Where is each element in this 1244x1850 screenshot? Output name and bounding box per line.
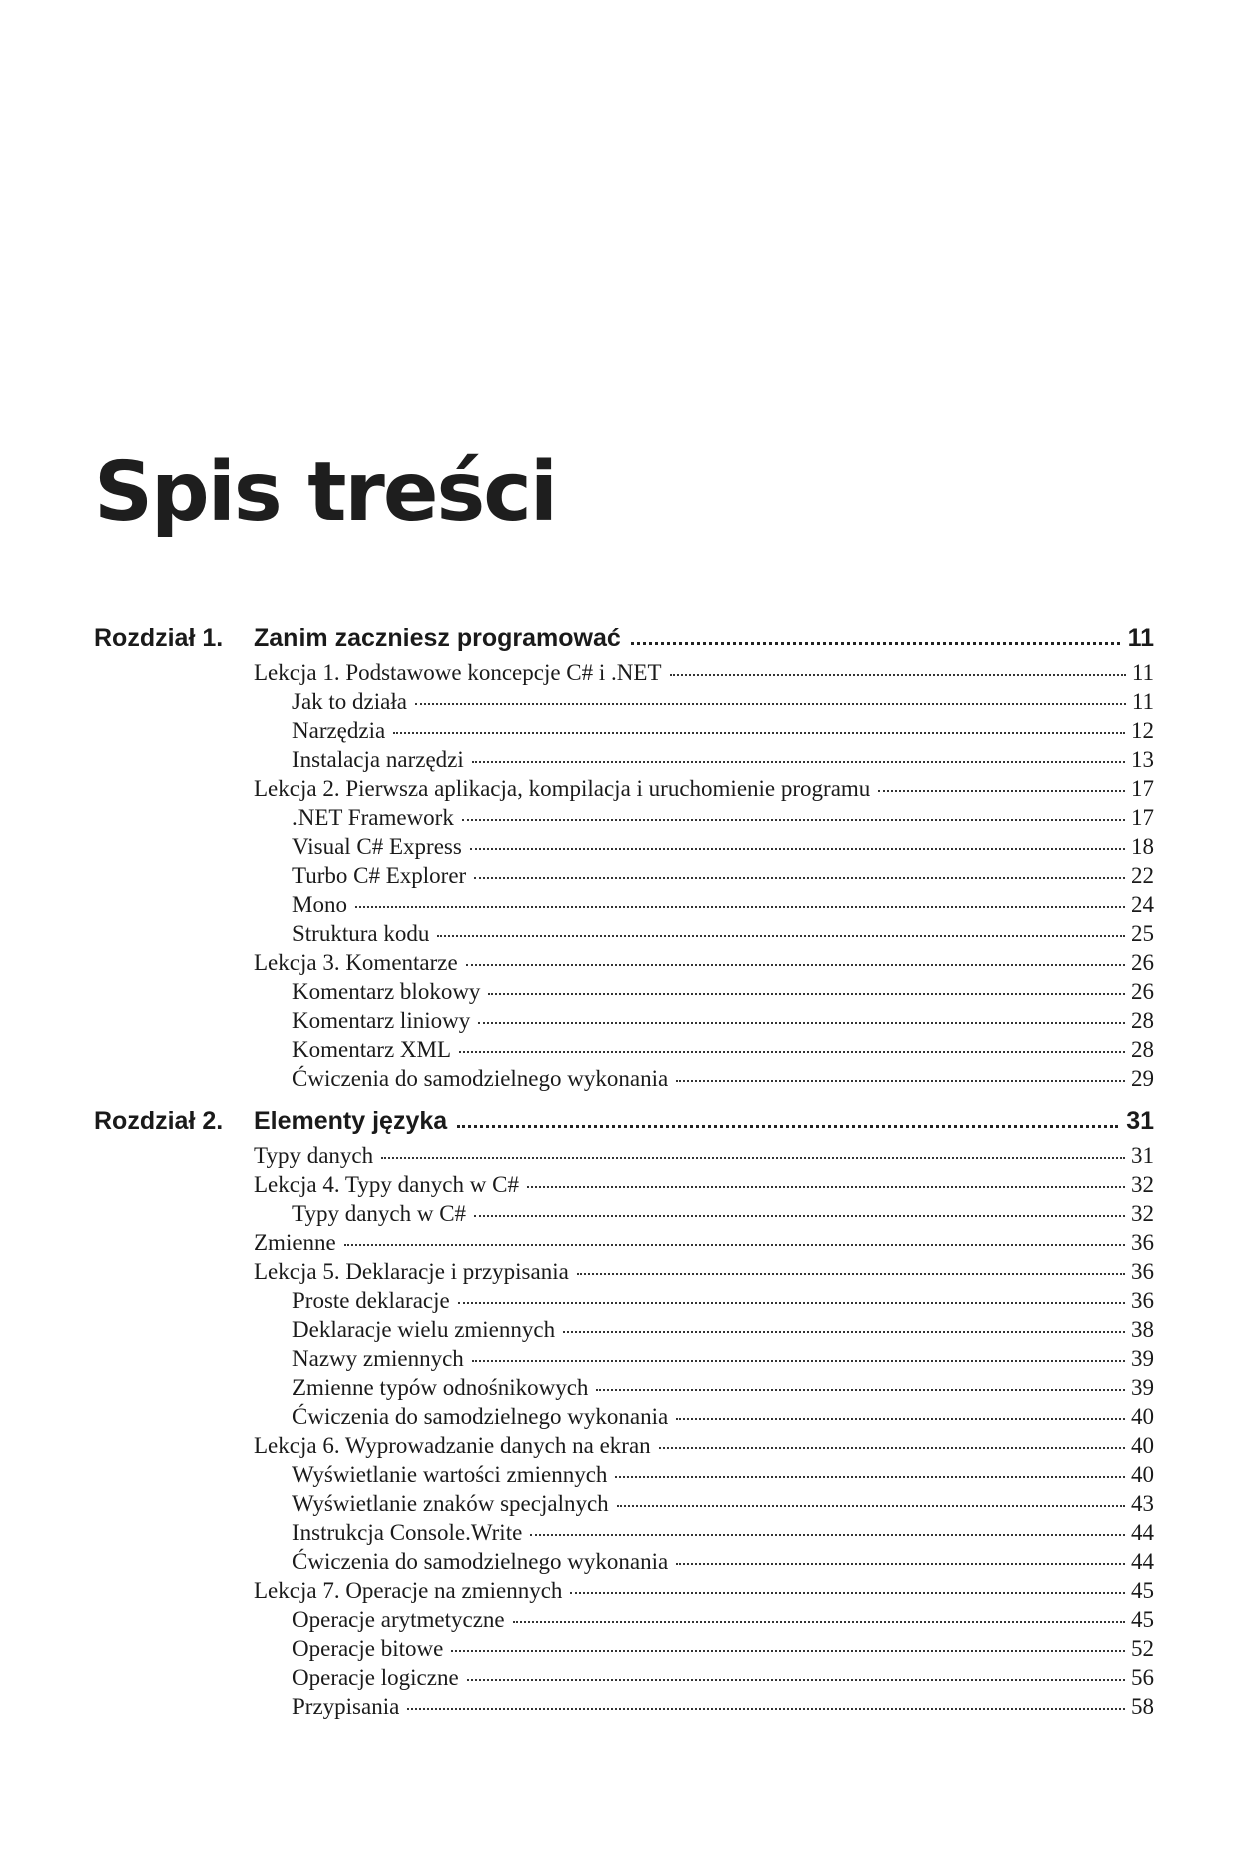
toc-entry-subsection[interactable]	[94, 979, 1154, 1008]
chapter-heading[interactable]	[94, 624, 1154, 660]
toc-entry-subsection[interactable]	[94, 805, 1154, 834]
dot-leader	[393, 732, 1125, 734]
dot-leader	[878, 790, 1125, 792]
entry-page-number: 45	[1131, 1607, 1154, 1632]
toc-entry-section[interactable]	[94, 1433, 1154, 1462]
dot-leader	[617, 1505, 1125, 1507]
toc-entry-subsection[interactable]	[94, 1317, 1154, 1346]
entry-title: Visual C# Express	[292, 834, 462, 859]
entry-title: Instrukcja Console.Write	[292, 1520, 523, 1545]
dot-leader	[676, 1080, 1125, 1082]
dot-leader	[381, 1157, 1125, 1159]
entry-page-number: 36	[1131, 1288, 1154, 1313]
dot-leader	[530, 1534, 1125, 1536]
entry-page-number: 52	[1131, 1636, 1154, 1661]
entry-title: Ćwiczenia do samodzielnego wykonania	[292, 1066, 669, 1091]
entry-title: Nazwy zmiennych	[292, 1346, 464, 1371]
entry-page-number: 39	[1131, 1375, 1154, 1400]
dot-leader	[344, 1244, 1125, 1246]
toc-entry-subsection[interactable]	[94, 1665, 1154, 1694]
chapter-page-number: 11	[1127, 624, 1154, 652]
dot-leader	[577, 1273, 1125, 1275]
entry-page-number: 28	[1131, 1037, 1154, 1062]
toc-entry-section[interactable]	[94, 1578, 1154, 1607]
dot-leader	[458, 1302, 1125, 1304]
dot-leader	[570, 1592, 1125, 1594]
entry-page-number: 22	[1131, 863, 1154, 888]
entry-title: Ćwiczenia do samodzielnego wykonania	[292, 1549, 669, 1574]
toc-entry-subsection[interactable]	[94, 1694, 1154, 1723]
toc-entry-subsection[interactable]	[94, 863, 1154, 892]
toc-entry-section[interactable]	[94, 1172, 1154, 1201]
entry-page-number: 32	[1131, 1201, 1154, 1226]
entry-title: Typy danych w C#	[292, 1201, 467, 1226]
toc-entry-subsection[interactable]	[94, 1491, 1154, 1520]
entry-title: Wyświetlanie wartości zmiennych	[292, 1462, 608, 1487]
chapter-page-number: 31	[1126, 1107, 1154, 1135]
toc-entry-section[interactable]	[94, 1230, 1154, 1259]
chapter-heading[interactable]	[94, 1107, 1154, 1143]
entry-page-number: 44	[1131, 1549, 1154, 1574]
entry-page-number: 29	[1131, 1066, 1154, 1091]
entry-page-number: 28	[1131, 1008, 1154, 1033]
entry-title: Operacje arytmetyczne	[292, 1607, 505, 1632]
entry-page-number: 39	[1131, 1346, 1154, 1371]
toc-chapter	[94, 624, 1154, 1095]
entry-title: Lekcja 2. Pierwsza aplikacja, kompilacja i uruchomienie programu	[254, 776, 871, 801]
entry-title: Proste deklaracje	[292, 1288, 450, 1313]
entry-page-number: 24	[1131, 892, 1154, 917]
dot-leader	[615, 1476, 1125, 1478]
toc-entry-subsection[interactable]	[94, 892, 1154, 921]
page-title: Spis treści	[94, 445, 556, 540]
toc-entry-section[interactable]	[94, 950, 1154, 979]
entry-page-number: 38	[1131, 1317, 1154, 1342]
entry-page-number: 26	[1131, 950, 1154, 975]
toc-entry-subsection[interactable]	[94, 1462, 1154, 1491]
entry-title: Ćwiczenia do samodzielnego wykonania	[292, 1404, 669, 1429]
entry-title: Lekcja 5. Deklaracje i przypisania	[254, 1259, 569, 1284]
chapter-label: Rozdział 2.	[94, 1107, 224, 1135]
toc-entry-subsection[interactable]	[94, 1636, 1154, 1665]
toc-chapter	[94, 1107, 1154, 1723]
toc-entry-subsection[interactable]	[94, 1037, 1154, 1066]
entry-page-number: 13	[1131, 747, 1154, 772]
dot-leader	[676, 1418, 1125, 1420]
entry-page-number: 45	[1131, 1578, 1154, 1603]
toc-entry-subsection[interactable]	[94, 834, 1154, 863]
entry-title: Turbo C# Explorer	[292, 863, 467, 888]
dot-leader	[462, 819, 1125, 821]
dot-leader	[459, 1051, 1125, 1053]
table-of-contents	[94, 624, 1154, 1735]
entry-page-number: 36	[1131, 1259, 1154, 1284]
dot-leader	[415, 703, 1126, 705]
dot-leader	[474, 877, 1125, 879]
entry-title: Komentarz XML	[292, 1037, 452, 1062]
chapter-title: Zanim zaczniesz programować	[254, 624, 621, 652]
dot-leader	[437, 935, 1125, 937]
entry-title: Lekcja 1. Podstawowe koncepcje C# i .NET	[254, 660, 662, 685]
entry-page-number: 58	[1131, 1694, 1154, 1719]
entry-title: Lekcja 3. Komentarze	[254, 950, 458, 975]
entry-page-number: 25	[1131, 921, 1154, 946]
toc-entry-subsection[interactable]	[94, 921, 1154, 950]
dot-leader	[631, 642, 1120, 645]
entry-page-number: 31	[1131, 1143, 1154, 1168]
entry-page-number: 40	[1131, 1462, 1154, 1487]
entry-page-number: 56	[1131, 1665, 1154, 1690]
toc-entry-subsection[interactable]	[94, 747, 1154, 776]
entry-title: Lekcja 6. Wyprowadzanie danych na ekran	[254, 1433, 651, 1458]
dot-leader	[466, 964, 1125, 966]
entry-title: Operacje bitowe	[292, 1636, 444, 1661]
entry-title: Lekcja 7. Operacje na zmiennych	[254, 1578, 563, 1603]
entry-title: Zmienne typów odnośnikowych	[292, 1375, 589, 1400]
chapter-title: Elementy języka	[254, 1107, 448, 1135]
entry-title: Lekcja 4. Typy danych w C#	[254, 1172, 519, 1197]
toc-entry-subsection[interactable]	[94, 689, 1154, 718]
entry-title: Operacje logiczne	[292, 1665, 459, 1690]
toc-entry-subsection[interactable]	[94, 1201, 1154, 1230]
dot-leader	[670, 674, 1126, 676]
entry-title: Wyświetlanie znaków specjalnych	[292, 1491, 609, 1516]
entry-title: Deklaracje wielu zmiennych	[292, 1317, 556, 1342]
entry-page-number: 17	[1131, 805, 1154, 830]
dot-leader	[527, 1186, 1125, 1188]
toc-entry-subsection[interactable]	[94, 1520, 1154, 1549]
entry-title: Struktura kodu	[292, 921, 430, 946]
entry-title: Instalacja narzędzi	[292, 747, 464, 772]
entry-title: Przypisania	[292, 1694, 400, 1719]
toc-entry-section[interactable]	[94, 660, 1154, 689]
dot-leader	[407, 1708, 1125, 1710]
toc-entry-subsection[interactable]	[94, 1066, 1154, 1095]
chapter-label: Rozdział 1.	[94, 624, 224, 652]
dot-leader	[676, 1563, 1125, 1565]
toc-entry-section[interactable]	[94, 1259, 1154, 1288]
dot-leader	[488, 993, 1125, 995]
entry-title: Typy danych	[254, 1143, 374, 1168]
dot-leader	[563, 1331, 1125, 1333]
dot-leader	[470, 848, 1125, 850]
entry-title: Mono	[292, 892, 347, 917]
entry-title: Narzędzia	[292, 718, 386, 743]
entry-page-number: 26	[1131, 979, 1154, 1004]
dot-leader	[457, 1125, 1118, 1128]
entry-page-number: 11	[1131, 660, 1154, 685]
toc-entry-subsection[interactable]	[94, 718, 1154, 747]
toc-entry-section[interactable]	[94, 1143, 1154, 1172]
dot-leader	[451, 1650, 1125, 1652]
dot-leader	[513, 1621, 1125, 1623]
entry-title: Zmienne	[254, 1230, 336, 1255]
entry-page-number: 36	[1131, 1230, 1154, 1255]
entry-title: Komentarz blokowy	[292, 979, 481, 1004]
toc-entry-subsection[interactable]	[94, 1008, 1154, 1037]
dot-leader	[467, 1679, 1125, 1681]
dot-leader	[355, 906, 1125, 908]
toc-entry-subsection[interactable]	[94, 1288, 1154, 1317]
toc-entry-subsection[interactable]	[94, 1607, 1154, 1636]
toc-entry-subsection[interactable]	[94, 1375, 1154, 1404]
entry-page-number: 17	[1131, 776, 1154, 801]
entry-page-number: 12	[1131, 718, 1154, 743]
dot-leader	[472, 761, 1125, 763]
entry-page-number: 40	[1131, 1433, 1154, 1458]
toc-entry-subsection[interactable]	[94, 1404, 1154, 1433]
dot-leader	[596, 1389, 1125, 1391]
entry-page-number: 44	[1131, 1520, 1154, 1545]
entry-page-number: 11	[1131, 689, 1154, 714]
entry-title: Jak to działa	[292, 689, 407, 714]
toc-entry-section[interactable]	[94, 776, 1154, 805]
dot-leader	[478, 1022, 1125, 1024]
entry-title: .NET Framework	[292, 805, 454, 830]
entry-page-number: 43	[1131, 1491, 1154, 1516]
toc-entry-subsection[interactable]	[94, 1549, 1154, 1578]
toc-entry-subsection[interactable]	[94, 1346, 1154, 1375]
dot-leader	[472, 1360, 1125, 1362]
entry-title: Komentarz liniowy	[292, 1008, 471, 1033]
entry-page-number: 18	[1131, 834, 1154, 859]
dot-leader	[474, 1215, 1125, 1217]
entry-page-number: 40	[1131, 1404, 1154, 1429]
entry-page-number: 32	[1131, 1172, 1154, 1197]
dot-leader	[659, 1447, 1125, 1449]
